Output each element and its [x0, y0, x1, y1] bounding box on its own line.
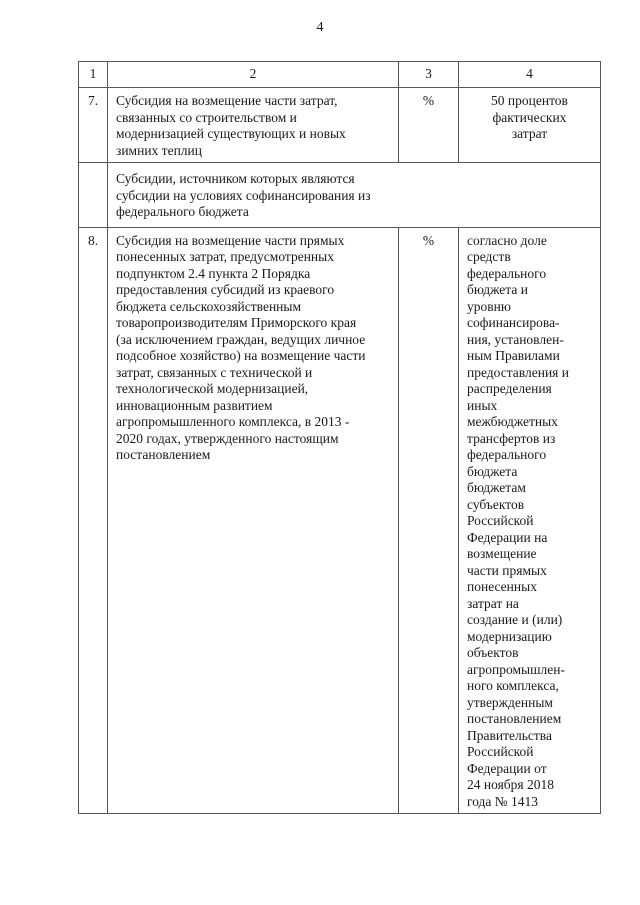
desc-line: понесенных затрат, предусмотренных	[116, 249, 334, 264]
desc-line: модернизацией существующих и новых	[116, 126, 346, 141]
page-number: 4	[316, 20, 324, 35]
value-line: уровню	[467, 298, 511, 314]
desc-line: предоставления субсидий из краевого	[116, 282, 335, 297]
value-line: Правительства	[467, 727, 552, 743]
value-line: субъектов	[467, 496, 525, 512]
value-line: ным Правилами	[467, 348, 560, 363]
value-line: иных	[467, 397, 498, 413]
desc-line: товаропроизводителям Приморского края	[116, 315, 357, 330]
section-line: федерального бюджета	[116, 204, 249, 219]
desc-line: подпунктом 2.4 пункта 2 Порядка	[116, 265, 311, 281]
desc-line: агропромышленного комплекса, в 2013 -	[116, 414, 350, 429]
value-line: ния, установлен-	[467, 331, 564, 347]
desc-line: Субсидия на возмещение части затрат,	[116, 93, 338, 108]
row-7-number: 7.	[79, 88, 108, 163]
desc-line: постановлением	[116, 447, 211, 462]
value-line: межбюджетных	[467, 414, 558, 429]
value-line: 50 процентов	[491, 93, 568, 108]
desc-line: технологической модернизацией,	[116, 381, 309, 396]
table-row-7	[79, 88, 601, 163]
header-col-2: 2	[108, 62, 399, 88]
value-line: бюджета и	[467, 282, 528, 297]
value-line: софинансирова-	[467, 315, 560, 330]
value-line: 24 ноября 2018	[467, 777, 555, 792]
table-header-row	[79, 62, 601, 88]
value-line: федерального	[467, 265, 547, 281]
value-line: объектов	[467, 645, 519, 660]
row-8-unit: %	[399, 227, 459, 814]
value-line: понесенных	[467, 579, 537, 594]
value-line: агропромышлен-	[467, 661, 565, 677]
desc-line: связанных со строительством и	[116, 109, 297, 125]
value-line: согласно доле	[467, 232, 547, 248]
value-line: Федерации на	[467, 529, 548, 545]
desc-line: (за исключением граждан, ведущих личное	[116, 331, 366, 347]
value-line: средств	[467, 249, 511, 264]
section-empty-cell	[79, 163, 108, 228]
row-7-value	[459, 88, 601, 163]
value-line: трансфертов из	[467, 430, 556, 446]
row-7-unit: %	[399, 88, 459, 163]
row-8-description	[108, 227, 399, 814]
desc-line: инновационным развитием	[116, 397, 273, 413]
value-line: бюджетам	[467, 480, 526, 495]
row-7-description	[108, 88, 399, 163]
value-line: Российской	[467, 744, 534, 759]
value-line: возмещение	[467, 546, 537, 561]
value-line: утвержденным	[467, 694, 553, 710]
value-line: ного комплекса,	[467, 678, 559, 693]
desc-line: бюджета сельскохозяйственным	[116, 298, 302, 314]
row-8-number: 8.	[79, 227, 108, 814]
desc-line: подсобное хозяйство) на возмещение части	[116, 348, 366, 363]
value-line: затрат на	[467, 595, 519, 611]
value-line: Российской	[467, 513, 534, 528]
table-row-8	[79, 227, 601, 814]
header-col-3: 3	[399, 62, 459, 88]
subsidy-table	[78, 61, 601, 814]
section-heading	[108, 163, 601, 228]
value-line: части прямых	[467, 562, 547, 578]
desc-line: затрат, связанных с технической и	[116, 364, 313, 380]
section-line: субсидии на условиях софинансирования из	[116, 187, 371, 203]
header-col-4: 4	[459, 62, 601, 88]
desc-line: Субсидия на возмещение части прямых	[116, 232, 345, 248]
section-line: Субсидии, источником которых являются	[116, 171, 355, 186]
value-line: затрат	[511, 126, 548, 141]
value-line: модернизацию	[467, 628, 552, 644]
value-line: года № 1413	[467, 793, 539, 809]
value-line: создание и (или)	[467, 612, 563, 627]
section-heading-row	[79, 163, 601, 228]
value-line: бюджета	[467, 463, 518, 479]
value-line: распределения	[467, 381, 552, 396]
value-line: федерального	[467, 447, 547, 462]
desc-line: зимних теплиц	[116, 142, 202, 158]
desc-line: 2020 годах, утвержденного настоящим	[116, 430, 339, 446]
row-8-value	[459, 227, 601, 814]
value-line: предоставления и	[467, 364, 569, 380]
value-line: постановлением	[467, 711, 562, 726]
value-line: фактических	[492, 109, 567, 125]
header-col-1: 1	[79, 62, 108, 88]
value-line: Федерации от	[467, 760, 547, 776]
